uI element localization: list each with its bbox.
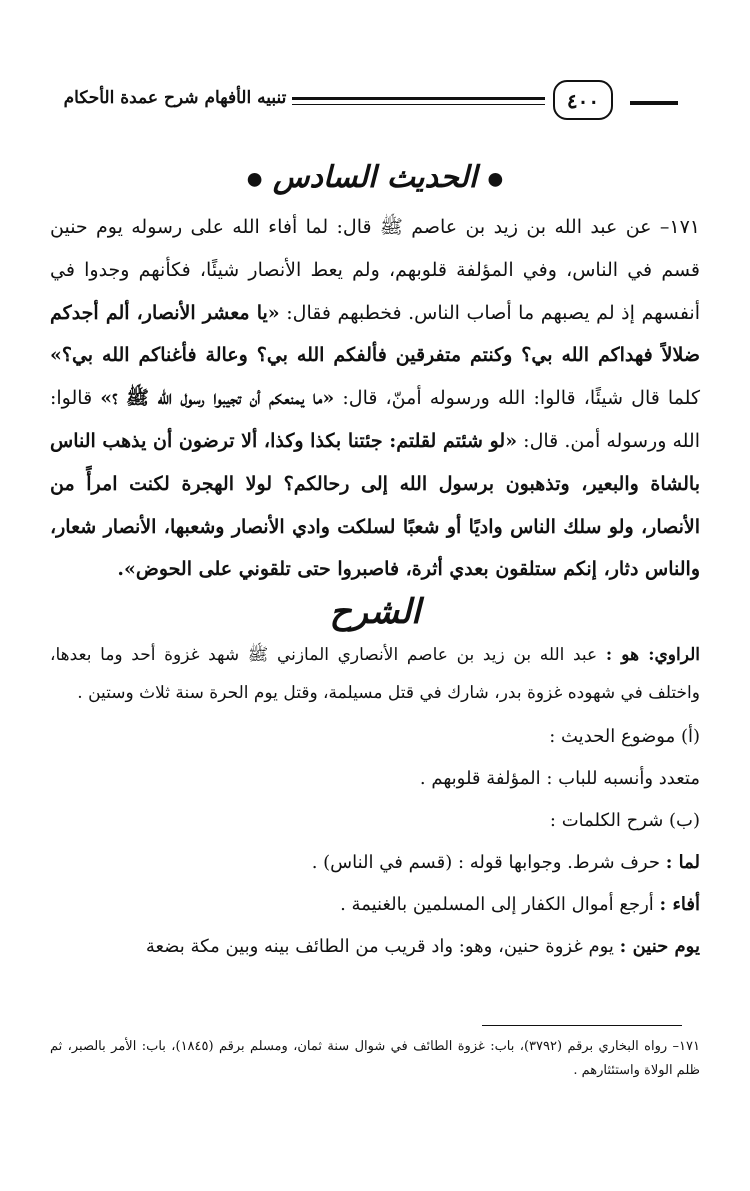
hadith-bold-2: «ما يمنعكم أن تجيبوا رسول الله ﷺ ؟» [100,387,335,410]
section-b-heading: (ب) شرح الكلمات : [549,810,700,831]
page-header [0,80,750,130]
rawi-label: الراوي: هو : [605,645,701,665]
section-a-text: متعدد وأنسبه للباب : المؤلفة قلوبهم . [419,768,700,789]
afaa-definition [50,884,700,926]
hadith-plain-3: قالوا: الله ورسوله أمن. قال: [50,387,701,452]
rawi-paragraph [50,636,700,712]
title-bullet-right: ● [487,168,504,190]
hadith-title-text: الحديث السادس [272,160,478,195]
hadith-title [0,160,750,195]
lamma-label: لما : [665,852,700,873]
hunayn-label: يوم حنين : [619,936,700,957]
hunayn-definition [50,926,700,968]
header-rule-right [630,101,678,105]
footnote-divider [482,1025,682,1026]
section-a-heading: (أ) موضوع الحديث : [549,726,700,747]
hunayn-text: يوم غزوة حنين، وهو: واد قريب من الطائف بينه وبين مكة بضعة [145,936,614,957]
hadith-plain-2: كلما قال شيئًا، قالوا: الله ورسوله أمنّ، قال: [342,387,701,410]
hadith-bold-1: «يا معشر الأنصار، ألم أجدكم ضلالاً فهداكم الله بي؟ وكنتم متفرقين فألفكم الله بي؟ وعالة فأغناكم الله بي؟» [50,301,700,367]
hadith-plain-1: ١٧١– عن عبد الله بن زيد بن عاصم ﷺ قال: لما أفاء الله على رسوله يوم حنين قسم في الناس، وفي المؤلفة قلوبهم، ولم يعط الأنصار شيئًا، فكأنهم وجدوا في أنفسهم إذ لم يصبهم ما أصاب الناس. فخطبهم فقال: [50,216,700,324]
sharh-title: الشرح [329,592,421,632]
lamma-definition [50,842,700,884]
header-rule-left-thin [292,104,545,105]
book-title: تنبيه الأفهام شرح عمدة الأحكام [63,88,287,108]
title-bullet-left: ● [246,168,263,190]
footnote: ١٧١– رواه البخاري برقم (٣٧٩٢)، باب: غزوة الطائف في شوال سنة ثمان، ومسلم برقم (١٨٤٥)، باب: الأمر بالصبر، ثم ظلم الولاة واستئثارهم . [50,1039,700,1078]
hadith-bold-3: «لو شئتم لقلتم: جئتنا بكذا وكذا، ألا ترضون أن يذهب الناس بالشاة والبعير، وتذهبون برسول الله إلى رحالكم؟ لولا الهجرة لكنت امرأً من الأنصار، ولو سلك الناس واديًا أو شعبًا لسلكت وادي الأنصار وشعبها، الأنصار شعار، والناس دثار، إنكم ستلقون بعدي أثرة، فاصبروا حتى تلقوني على الحوض». [50,429,700,581]
hadith-text [50,206,700,591]
page-number: ٤٠٠ [553,80,613,120]
rawi-text: عبد الله بن زيد بن عاصم الأنصاري المازني ﷺ شهد غزوة أحد وما بعدها، واختلف في شهوده غزوة بدر، شارك في قتل مسيلمة، وقتل يوم الحرة سنة ثلاث وستين . [50,645,700,703]
afaa-text: أرجع أموال الكفار إلى المسلمين بالغنيمة . [340,894,654,915]
sharh-body [50,636,700,968]
afaa-label: أفاء : [659,894,700,915]
header-rule-left [292,97,545,100]
lamma-text: حرف شرط. وجوابها قوله : (قسم في الناس) . [311,852,660,873]
